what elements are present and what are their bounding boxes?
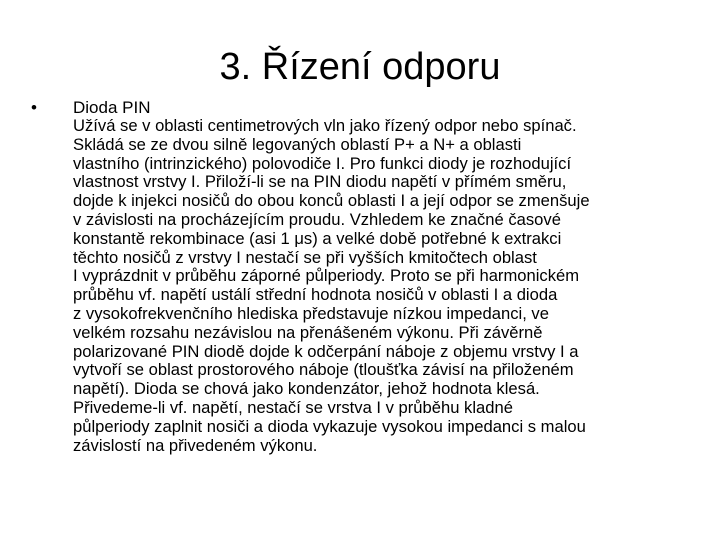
paragraph-line: konstantě rekombinace (asi 1 μs) a velké době potřebné k extrakci xyxy=(73,228,562,248)
paragraph-line: závislostí na přivedeném výkonu. xyxy=(73,435,318,455)
paragraph-line: polarizované PIN diodě dojde k odčerpání náboje z objemu vrstvy I a xyxy=(73,341,579,361)
slide-title: 3. Řízení odporu xyxy=(219,46,501,88)
paragraph-line: dojde k injekci nosičů do obou konců oblasti I a její odpor se zmenšuje xyxy=(73,191,590,211)
paragraph-line: vlastnost vrstvy I. Přiloží-li se na PIN diodu napětí v přímém směru, xyxy=(73,172,567,192)
paragraph-line: průběhu vf. napětí ustálí střední hodnota nosičů v oblasti I a dioda xyxy=(73,285,558,305)
paragraph-line: I vyprázdnit v průběhu záporné půlperiody. Proto se při harmonickém xyxy=(73,266,580,286)
bullet-point-icon: • xyxy=(31,98,37,117)
paragraph-line: v závislosti na procházejícím proudu. Vzhledem ke značné časové xyxy=(73,209,561,229)
paragraph-line: Užívá se v oblasti centimetrových vln jako řízený odpor nebo spínač. xyxy=(73,116,577,135)
bullet-paragraph xyxy=(73,117,701,455)
paragraph-line: Přivedeme-li vf. napětí, nestačí se vrstva I v průběhu kladné xyxy=(73,397,513,417)
bullet-item xyxy=(29,98,701,455)
bullet-body xyxy=(73,98,701,455)
paragraph-line: z vysokofrekvenčního hlediska představuje nízkou impedanci, ve xyxy=(73,303,549,323)
paragraph-line: Skládá se ze dvou silně legovaných oblastí P+ a N+ a oblasti xyxy=(73,134,522,154)
paragraph-line: velkém rozsahu nezávislou na přenášeném výkonu. Při závěrně xyxy=(73,322,543,342)
slide-content xyxy=(29,98,701,455)
bullet-heading: Dioda PIN xyxy=(73,98,151,117)
paragraph-line: napětí). Dioda se chová jako kondenzátor, jehož hodnota klesá. xyxy=(73,379,540,399)
paragraph-line: těchto nosičů z vrstvy I nestačí se při vyšších kmitočtech oblast xyxy=(73,247,537,267)
paragraph-line: vytvoří se oblast prostorového náboje (tloušťka závisí na přiloženém xyxy=(73,360,574,380)
paragraph-line: půlperiody zaplnit nosiči a dioda vykazuje vysokou impedanci s malou xyxy=(73,416,586,436)
paragraph-line: vlastního (intrinzického) polovodiče I. Pro funkci diody je rozhodující xyxy=(73,153,572,173)
